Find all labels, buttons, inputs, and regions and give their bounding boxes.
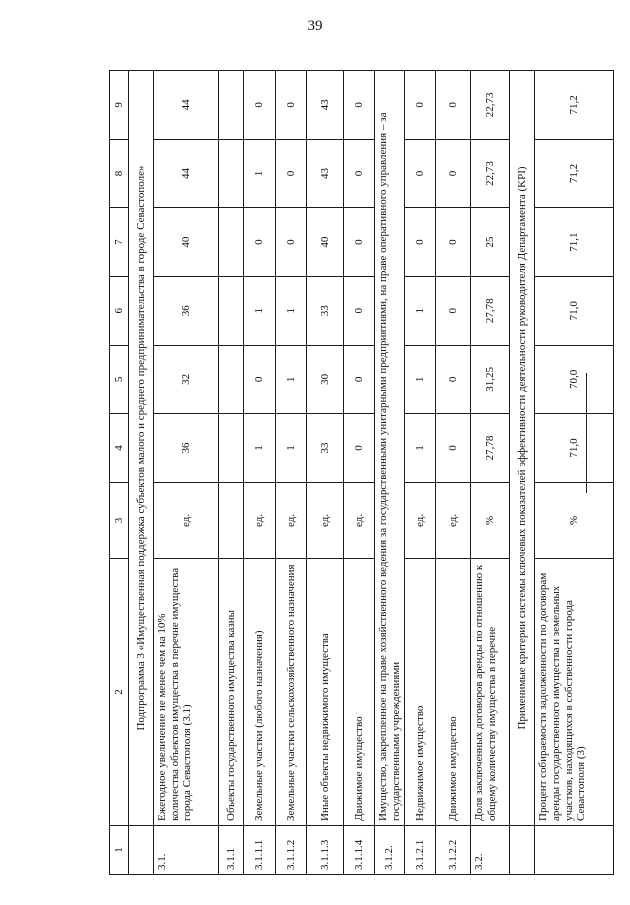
row-name: Доля заключенных договоров аренды по отношению к общему количеству имущества в перечне [471,559,510,826]
table-row [276,71,307,875]
row-value: 0 [436,71,471,140]
table-row [471,71,510,875]
row-value [219,71,244,140]
row-name: Движимое имущество [344,559,375,826]
row-value: 22,73 [471,71,510,140]
row-name: Недвижимое имущество [405,559,436,826]
rotated-table-container [109,70,588,875]
row-unit: ед. [276,482,307,558]
row-value [219,208,244,277]
row-name: Земельные участки (любого назначения) [244,559,276,826]
row-value: 33 [307,414,344,483]
row-name: Иные объекты недвижимого имущества [307,559,344,826]
header-cell: 7 [110,208,129,277]
row-unit: ед. [154,482,219,558]
row-value: 0 [244,71,276,140]
table-row [307,71,344,875]
row-unit [219,482,244,558]
row-value: 0 [244,345,276,414]
row-code: 3.2. [471,825,510,874]
row-name: Земельные участки сельскохозяйственного назначения [276,559,307,826]
row-value [219,139,244,208]
row-value: 0 [405,208,436,277]
row-value: 0 [276,139,307,208]
row-value: 1 [405,345,436,414]
row-value: 0 [344,414,375,483]
header-cell: 1 [110,825,129,874]
row-unit: ед. [405,482,436,558]
row-value: 22,73 [471,139,510,208]
header-cell: 3 [110,482,129,558]
row-value: 40 [307,208,344,277]
row-code: 3.1.1.2 [276,825,307,874]
row-value: 0 [276,208,307,277]
page-number: 39 [307,18,323,34]
row-value: 0 [344,276,375,345]
row-unit: ед. [344,482,375,558]
row-value: 0 [436,414,471,483]
subprogram-title: Подпрограмма 3 «Имущественная поддержка субъектов малого и среднего предпринимательства в городе Севастополе» [129,71,154,826]
row-code: 3.1.1.4 [344,825,375,874]
row-code: 3.1.2.2 [436,825,471,874]
table-row [436,71,471,875]
row-value: 0 [276,71,307,140]
table-row [219,71,244,875]
row-value: 25 [471,208,510,277]
row-value: 0 [405,71,436,140]
row-code: 3.1.2. [375,825,405,874]
row-value: 36 [154,276,219,345]
table-row [344,71,375,875]
row-value: 71,2 [535,139,614,208]
row-code [535,825,614,874]
row-value: 0 [344,71,375,140]
row-name: Движимое имущество [436,559,471,826]
row-name: Объекты государственного имущества казны [219,559,244,826]
row-name: Ежегодное увеличение не менее чем на 10% количества объектов имущества в перечне имущества города Севастополя (3.1) [154,559,219,826]
kpi-title: Применимые критерии системы ключевых показателей эффективности деятельности руководителя Департамента (KPI) [510,71,535,826]
separator-line [586,373,587,493]
row-unit: ед. [244,482,276,558]
row-code: 3.1.2.1 [405,825,436,874]
section-title: Имущество, закрепленное на праве хозяйственного ведения за государственными унитарными предприятиями, на праве оперативного управления – за государственными учреждениями [375,71,405,826]
row-value: 0 [344,139,375,208]
row-value [219,345,244,414]
row-value: 1 [405,414,436,483]
row-code: 3.1.1.1 [244,825,276,874]
row-value: 30 [307,345,344,414]
row-value: 1 [276,414,307,483]
header-cell: 9 [110,71,129,140]
indicators-table [109,70,614,875]
row-unit: ед. [307,482,344,558]
row-value: 1 [276,276,307,345]
header-cell: 5 [110,345,129,414]
row-value: 0 [344,208,375,277]
table-header-row [110,71,129,875]
row-code: 3.1.1 [219,825,244,874]
row-value: 71,2 [535,71,614,140]
row-value: 0 [436,139,471,208]
row-name: Процент собираемости задолженности по договорам аренды государственного имущества и земельных участков, находящихся в собственности города Севастополя (3) [535,559,614,826]
row-value: 33 [307,276,344,345]
row-value: 71,0 [535,414,614,483]
row-value: 36 [154,414,219,483]
row-unit: % [471,482,510,558]
row-code: 3.1.1.3 [307,825,344,874]
row-value: 1 [244,139,276,208]
row-value: 70,0 [535,345,614,414]
row-value [219,276,244,345]
table-row [405,71,436,875]
table-row [244,71,276,875]
header-cell: 2 [110,559,129,826]
row-value: 1 [405,276,436,345]
row-value: 44 [154,139,219,208]
subprogram-title-row [129,71,154,875]
row-value: 27,78 [471,276,510,345]
row-value: 0 [405,139,436,208]
table-row [535,71,614,875]
row-unit: ед. [436,482,471,558]
row-value: 31,25 [471,345,510,414]
row-value: 0 [436,345,471,414]
row-value: 0 [344,345,375,414]
row-value: 1 [244,414,276,483]
header-cell: 4 [110,414,129,483]
row-value: 32 [154,345,219,414]
row-value: 1 [276,345,307,414]
row-value: 71,0 [535,276,614,345]
row-value: 43 [307,139,344,208]
kpi-title-row [510,71,535,875]
row-value: 40 [154,208,219,277]
row-value: 1 [244,276,276,345]
row-value: 44 [154,71,219,140]
row-value [219,414,244,483]
row-unit: % [535,482,614,558]
row-value: 0 [436,276,471,345]
section-row [375,71,405,875]
row-value: 71,1 [535,208,614,277]
header-cell: 8 [110,139,129,208]
row-value: 0 [244,208,276,277]
row-value: 0 [436,208,471,277]
table-row [154,71,219,875]
header-cell: 6 [110,276,129,345]
row-value: 43 [307,71,344,140]
row-code: 3.1. [154,825,219,874]
row-value: 27,78 [471,414,510,483]
